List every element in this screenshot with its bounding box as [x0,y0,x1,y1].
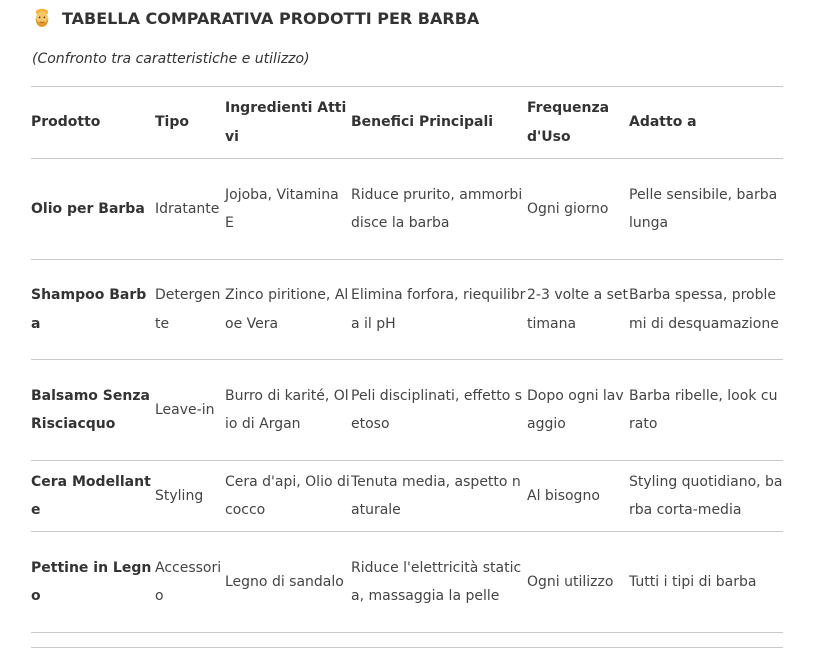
cell-benefici: Tenuta media, aspetto naturale [351,473,521,518]
column-header-adatto: Adatto a [629,114,697,131]
cell-frequenza: Ogni utilizzo [527,573,614,590]
column-header-ingredienti: Ingredienti Attivi [225,100,347,145]
cell-frequenza: Dopo ogni lavaggio [527,387,624,432]
table-row [31,360,783,461]
column-header-prodotto: Prodotto [31,114,101,131]
page-subtitle: (Confronto tra caratteristiche e utilizzo) [32,51,310,67]
column-header-benefici: Benefici Principali [351,114,494,131]
cell-ingredienti: Zinco piritione, Aloe Vera [225,287,349,332]
cell-benefici: Peli disciplinati, effetto setoso [351,387,523,432]
cell-prodotto: Cera Modellante [31,473,151,518]
cell-adatto: Barba ribelle, look curato [629,387,778,432]
comparison-table [31,86,783,633]
bearded-person-emoji-icon [32,8,52,28]
cell-ingredienti: Jojoba, Vitamina E [225,186,339,231]
cell-tipo: Accessorio [155,559,222,604]
cell-ingredienti: Burro di karité, Olio di Argan [225,387,349,432]
table-header-row [31,87,783,159]
cell-prodotto: Olio per Barba [31,200,145,217]
column-header-tipo: Tipo [155,114,189,131]
column-header-frequenza: Frequenza d'Uso [527,100,610,145]
cell-ingredienti: Cera d'api, Olio di cocco [225,473,350,518]
table-row [31,159,783,260]
cell-prodotto: Balsamo Senza Risciacquo [31,387,150,432]
page-title-text: TABELLA COMPARATIVA PRODOTTI PER BARBA [62,8,480,28]
cell-adatto: Styling quotidiano, barba corta-media [629,473,783,518]
table-row [31,532,783,633]
cell-frequenza: 2-3 volte a settimana [527,287,629,332]
cell-tipo: Styling [155,487,204,504]
cell-adatto: Pelle sensibile, barba lunga [629,186,778,231]
bottom-divider [31,647,783,648]
cell-frequenza: Ogni giorno [527,200,609,217]
cell-prodotto: Pettine in Legno [31,559,152,604]
cell-tipo: Leave-in [155,401,215,418]
cell-tipo: Idratante [155,200,220,217]
table-row [31,260,783,360]
cell-benefici: Riduce prurito, ammorbidisce la barba [351,186,523,231]
cell-adatto: Barba spessa, problemi di desquamazione [629,287,779,332]
table-row [31,461,783,532]
cell-prodotto: Shampoo Barba [31,287,147,332]
cell-frequenza: Al bisogno [527,487,600,504]
page-title [32,6,479,30]
cell-tipo: Detergente [155,287,221,332]
cell-benefici: Riduce l'elettricità statica, massaggia la pelle [351,559,522,604]
cell-benefici: Elimina forfora, riequilibra il pH [351,287,526,332]
cell-adatto: Tutti i tipi di barba [629,573,757,590]
cell-ingredienti: Legno di sandalo [225,573,344,590]
